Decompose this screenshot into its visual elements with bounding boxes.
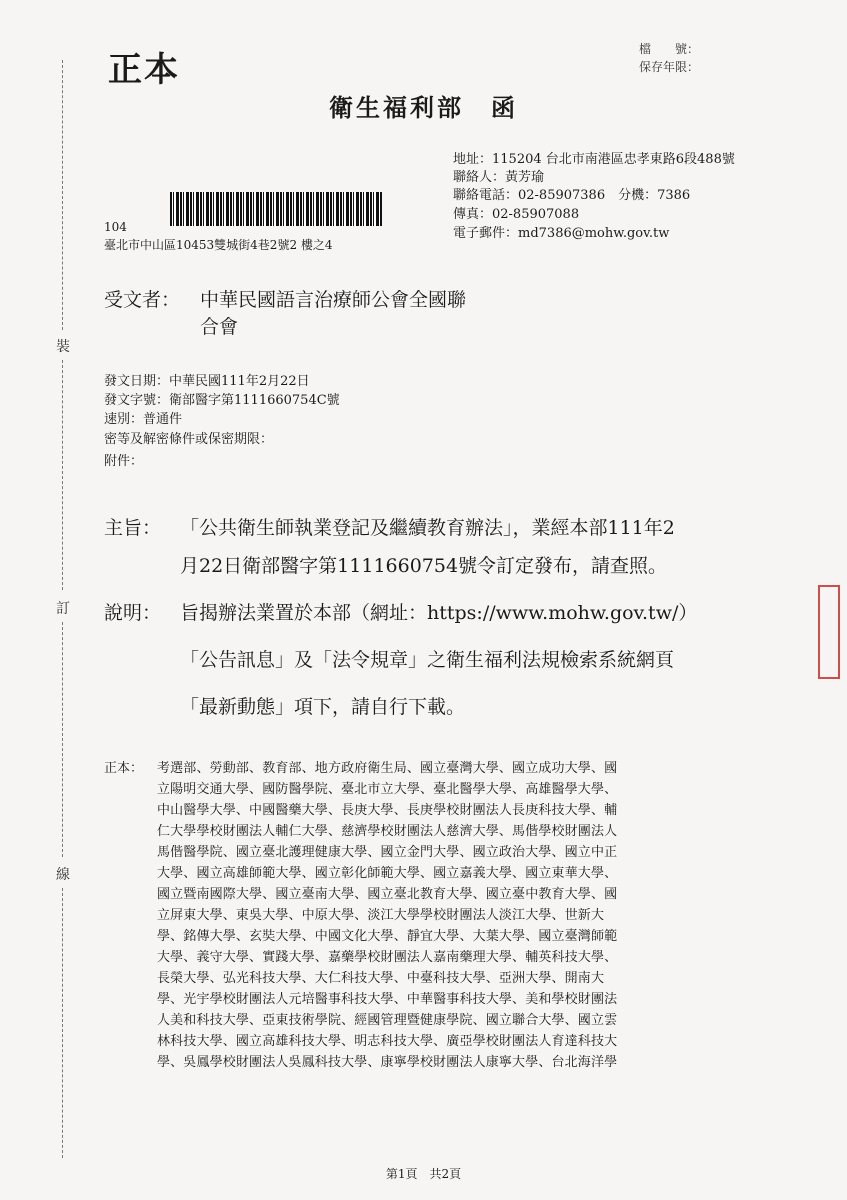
recipient-zip: 104 [104,220,127,234]
copies-line: 立陽明交通大學、國防醫學院、臺北市立大學、臺北醫學大學、高雄醫學大學、 [157,782,618,797]
copies-line: 學、銘傳大學、玄奘大學、中國文化大學、靜宜大學、大葉大學、國立臺灣師範 [157,929,618,944]
recipient-name-line1: 中華民國語言治療師公會全國聯 [200,289,467,311]
recipient-address: 臺北市中山區10453雙城街4巷2號2 樓之4 [104,238,333,252]
sender-address: 地址：115204 台北市南港區忠孝東路6段488號 [453,152,735,167]
explanation-text-line2: 「公告訊息」及「法令規章」之衛生福利法規檢索系統網頁 [180,649,675,671]
copies-line: 國立暨南國際大學、國立臺南大學、國立臺北教育大學、國立臺中教育大學、國 [157,887,618,902]
recipient-label: 受文者： [104,289,181,311]
explanation-label: 說明： [104,602,162,624]
copies-line: 仁大學學校財團法人輔仁大學、慈濟學校財團法人慈濟大學、馬偕學校財團法人 [157,824,618,839]
contact-fax: 傳真：02-85907088 [453,207,580,222]
subject-text-line1: 「公共衛生師執業登記及繼續教育辦法」，業經本部111年2 [180,517,675,539]
binding-line [62,888,63,1158]
document-title: 衛生福利部 函 [329,93,518,122]
contact-person: 聯絡人：黃芳瑜 [453,170,545,185]
copies-line: 長榮大學、弘光科技大學、大仁科技大學、中臺科技大學、亞洲大學、開南大 [157,971,605,986]
binding-line [62,360,63,590]
copies-line: 學、光宇學校財團法人元培醫事科技大學、中華醫事科技大學、美和學校財團法 [157,992,618,1007]
classification-level: 密等及解密條件或保密期限： [104,432,274,447]
file-number-label: 檔 號： [638,42,699,56]
official-seal-stamp [818,585,840,679]
copies-line: 林科技大學、國立高雄科技大學、明志科技大學、廣亞學校財團法人育達科技大 [157,1034,618,1049]
copies-line: 考選部、勞動部、教育部、地方政府衛生局、國立臺灣大學、國立成功大學、國 [157,761,618,776]
copies-label: 正本： [104,761,144,776]
copies-line: 大學、義守大學、實踐大學、嘉藥學校財團法人嘉南藥理大學、輔英科技大學、 [157,950,618,965]
contact-phone: 聯絡電話：02-85907386 分機：7386 [453,188,691,203]
binding-line [62,622,63,857]
binding-char-xian: 線 [56,867,70,883]
barcode-graphic [170,192,382,226]
explanation-text-line1: 旨揭辦法業置於本部（網址：https://www.mohw.gov.tw/） [180,602,698,624]
copies-line: 馬偕醫學院、國立臺北護理健康大學、國立金門大學、國立政治大學、國立中正 [157,845,618,860]
contact-email: 電子郵件：md7386@mohw.gov.tw [453,226,670,241]
original-copy-stamp: 正本 [108,50,180,90]
subject-label: 主旨： [104,517,162,539]
issue-date: 發文日期：中華民國111年2月22日 [104,374,310,389]
page-number: 第1頁 共2頁 [385,1167,462,1181]
copies-line: 中山醫學大學、中國醫藥大學、長庚大學、長庚學校財團法人長庚科技大學、輔 [157,803,618,818]
explanation-text-line3: 「最新動態」項下，請自行下載。 [180,696,466,718]
subject-text-line2: 月22日衛部醫字第1111660754號令訂定發布，請查照。 [180,555,668,577]
copies-line: 學、吳鳳學校財團法人吳鳳科技大學、康寧學校財團法人康寧大學、台北海洋學 [157,1055,618,1070]
copies-line: 立屏東大學、東吳大學、中原大學、淡江大學學校財團法人淡江大學、世新大 [157,908,605,923]
copies-line: 人美和科技大學、亞東技術學院、經國管理暨健康學院、國立聯合大學、國立雲 [157,1013,618,1028]
binding-char-ding: 訂 [56,601,70,617]
retention-period-label: 保存年限： [638,60,699,74]
recipient-name-line2: 合會 [200,316,239,338]
binding-char-zhuang: 裝 [56,339,70,355]
bleed-through-text [120,120,540,144]
delivery-speed: 速別：普通件 [104,412,183,427]
attachments-label: 附件： [104,454,144,469]
copies-line: 大學、國立高雄師範大學、國立彰化師範大學、國立嘉義大學、國立東華大學、 [157,866,618,881]
document-number: 發文字號：衛部醫字第1111660754C號 [104,393,340,408]
